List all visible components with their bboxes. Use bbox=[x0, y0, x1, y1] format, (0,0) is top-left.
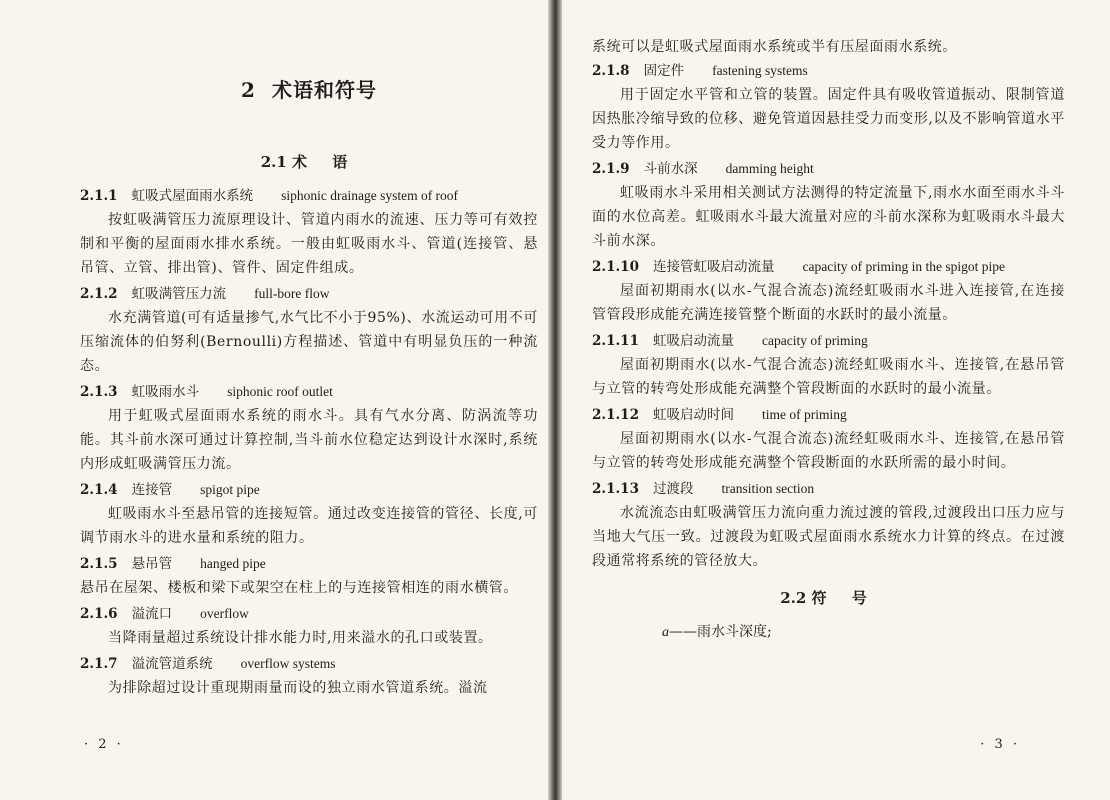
page-number: · 2 · bbox=[84, 737, 124, 752]
term-definition: 虹吸雨水斗至悬吊管的连接短管。通过改变连接管的管径、长度,可调节雨水斗的进水量和系统的阻力。 bbox=[80, 506, 538, 546]
term-heading bbox=[80, 652, 538, 676]
term-definition: 按虹吸满管压力流原理设计、管道内雨水的流速、压力等可有效控制和平衡的屋面雨水排水系统。一般由虹吸雨水斗、管道(连接管、悬吊管、立管、排出管)、管件、固定件组成。 bbox=[80, 212, 538, 276]
term-definition: 水充满管道(可有适量掺气,水气比不小于95%)、水流运动可用不可压缩流体的伯努利(Bernoulli)方程描述、管道中有明显负压的一种流态。 bbox=[80, 310, 538, 374]
term-number: 2.1.11 bbox=[592, 333, 639, 349]
term-number: 2.1.6 bbox=[80, 606, 118, 622]
left-page-content bbox=[80, 60, 538, 702]
term-heading bbox=[592, 59, 1065, 83]
page-number: · 3 · bbox=[980, 737, 1020, 752]
term-chinese: 溢流口 bbox=[131, 606, 173, 622]
term-heading bbox=[592, 403, 1065, 427]
term-heading bbox=[80, 552, 538, 576]
term-heading bbox=[80, 282, 538, 306]
term-definition: 屋面初期雨水(以水-气混合流态)流经虹吸雨水斗、连接管,在悬吊管与立管的转弯处形成能充满整个管段断面的水跃所需的最小时间。 bbox=[592, 431, 1065, 471]
term-english: overflow bbox=[200, 606, 249, 621]
term-number: 2.1.12 bbox=[592, 407, 639, 423]
term-number: 2.1.10 bbox=[592, 259, 639, 275]
term-number: 2.1.5 bbox=[80, 556, 118, 572]
chapter-title-text: 术语和符号 bbox=[271, 78, 377, 102]
term-chinese: 固定件 bbox=[643, 63, 685, 79]
term-english: hanged pipe bbox=[200, 556, 266, 571]
term-chinese: 斗前水深 bbox=[643, 161, 698, 177]
term-chinese: 溢流管道系统 bbox=[131, 656, 213, 672]
term-definition: 用于虹吸式屋面雨水系统的雨水斗。具有气水分离、防涡流等功能。其斗前水深可通过计算控制,当斗前水位稳定达到设计水深时,系统内形成虹吸满管压力流。 bbox=[80, 408, 538, 472]
term-chinese: 虹吸满管压力流 bbox=[131, 286, 227, 302]
term-english: fastening systems bbox=[712, 63, 808, 78]
section-title bbox=[592, 587, 1065, 608]
chapter-title bbox=[80, 74, 538, 103]
term-chinese: 连接管虹吸启动流量 bbox=[652, 259, 775, 275]
term-definition: 为排除超过设计重现期雨量而设的独立雨水管道系统。溢流 bbox=[108, 680, 488, 696]
term-definition: 用于固定水平管和立管的装置。固定件具有吸收管道振动、限制管道因热胀冷缩导致的位移、避免管道因悬挂受力而变形,以及不影响管道水平受力等作用。 bbox=[592, 87, 1065, 151]
term-heading bbox=[592, 329, 1065, 353]
term-definition: 屋面初期雨水(以水-气混合流态)流经虹吸雨水斗进入连接管,在连接管管段形成能充满连接管整个断面的水跃时的最小流量。 bbox=[592, 283, 1065, 323]
term-english: time of priming bbox=[761, 407, 847, 422]
term-definition: 悬吊在屋架、楼板和梁下或架空在柱上的与连接管相连的雨水横管。 bbox=[80, 580, 518, 596]
term-number: 2.1.2 bbox=[80, 286, 118, 302]
term-english: damming height bbox=[725, 161, 814, 176]
term-number: 2.1.9 bbox=[592, 161, 630, 177]
term-chinese: 连接管 bbox=[131, 482, 173, 498]
term-definition: 虹吸雨水斗采用相关测试方法测得的特定流量下,雨水水面至雨水斗斗面的水位高差。虹吸雨水斗最大流量对应的斗前水深称为虹吸雨水斗最大斗前水深。 bbox=[592, 185, 1065, 249]
term-english: spigot pipe bbox=[200, 482, 260, 497]
section-title-text: 术 语 bbox=[292, 153, 358, 171]
term-number: 2.1.7 bbox=[80, 656, 118, 672]
term-heading bbox=[80, 602, 538, 626]
term-definition: 屋面初期雨水(以水-气混合流态)流经虹吸雨水斗、连接管,在悬吊管与立管的转弯处形成能充满整个管段断面的水跃时的最小流量。 bbox=[592, 357, 1065, 397]
term-chinese: 虹吸式屋面雨水系统 bbox=[131, 188, 254, 204]
term-english: capacity of priming in the spigot pipe bbox=[802, 259, 1005, 274]
term-english: full-bore flow bbox=[254, 286, 330, 301]
right-page-content bbox=[592, 35, 1065, 645]
book-gutter bbox=[548, 0, 562, 800]
term-heading bbox=[80, 380, 538, 404]
term-number: 2.1.3 bbox=[80, 384, 118, 400]
term-english: capacity of priming bbox=[761, 333, 868, 348]
chapter-number: 2 bbox=[241, 78, 256, 102]
term-chinese: 虹吸启动时间 bbox=[652, 407, 734, 423]
section-title bbox=[80, 151, 538, 172]
term-heading bbox=[592, 255, 1065, 279]
term-chinese: 虹吸雨水斗 bbox=[131, 384, 200, 400]
term-number: 2.1.8 bbox=[592, 63, 630, 79]
term-chinese: 悬吊管 bbox=[131, 556, 173, 572]
term-number: 2.1.4 bbox=[80, 482, 118, 498]
term-chinese: 虹吸启动流量 bbox=[652, 333, 734, 349]
term-english: overflow systems bbox=[240, 656, 336, 671]
term-definition: 当降雨量超过系统设计排水能力时,用来溢水的孔口或装置。 bbox=[108, 630, 493, 646]
term-definition: 水流流态由虹吸满管压力流向重力流过渡的管段,过渡段出口压力应与当地大气压一致。过渡段为虹吸式屋面雨水系统水力计算的终点。在过渡段通常将系统的管径放大。 bbox=[592, 505, 1065, 569]
section-number: 2.2 bbox=[780, 589, 807, 607]
term-heading bbox=[592, 157, 1065, 181]
term-heading bbox=[80, 184, 538, 208]
symbol-description: ——雨水斗深度; bbox=[669, 624, 772, 640]
continued-text: 系统可以是虹吸式屋面雨水系统或半有压屋面雨水系统。 bbox=[592, 39, 957, 55]
term-number: 2.1.1 bbox=[80, 188, 118, 204]
section-number: 2.1 bbox=[260, 153, 287, 171]
term-heading bbox=[592, 477, 1065, 501]
term-english: transition section bbox=[721, 481, 815, 496]
right-page bbox=[562, 0, 1110, 800]
left-page bbox=[0, 0, 548, 800]
term-number: 2.1.13 bbox=[592, 481, 639, 497]
term-heading bbox=[80, 478, 538, 502]
term-english: siphonic roof outlet bbox=[227, 384, 333, 399]
symbol-entry bbox=[662, 620, 1065, 645]
term-english: siphonic drainage system of roof bbox=[281, 188, 459, 203]
symbol-letter: a bbox=[662, 625, 669, 640]
term-chinese: 过渡段 bbox=[652, 481, 694, 497]
section-title-text: 符 号 bbox=[811, 589, 877, 607]
